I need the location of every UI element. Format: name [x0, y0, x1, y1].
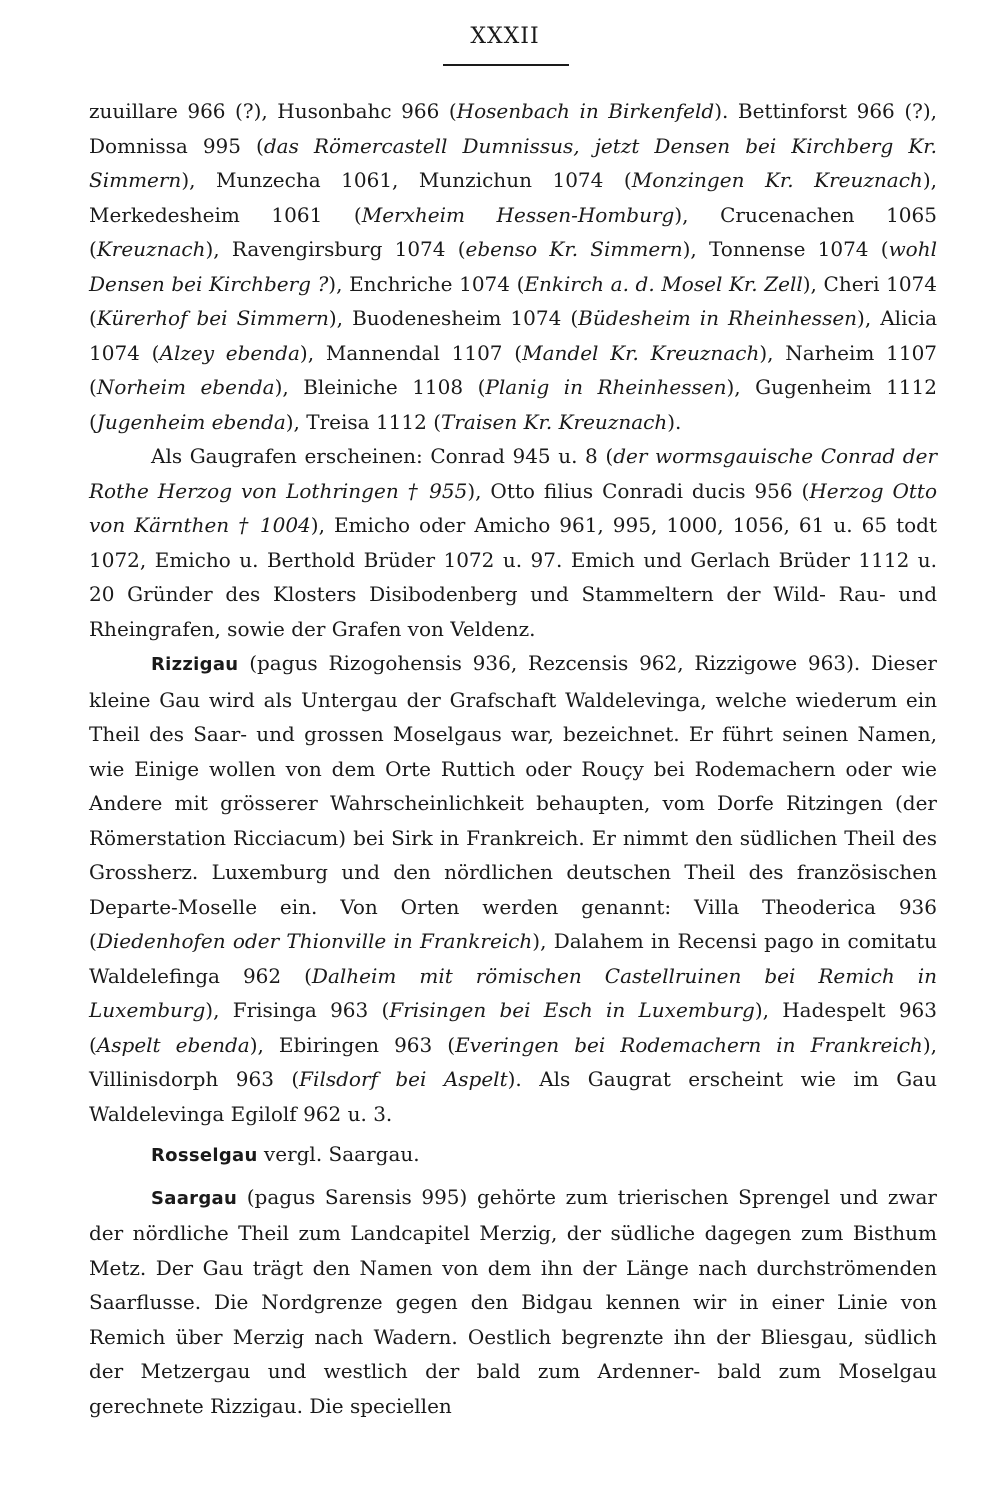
- text-run: ), Villinisdorph 963 (: [89, 1032, 937, 1091]
- gau-name: Rizzigau: [151, 654, 239, 675]
- text-run: ), Tonnense 1074 (: [682, 237, 889, 261]
- italic-gloss: Norheim ebenda: [96, 375, 275, 399]
- paragraph: [89, 1180, 937, 1424]
- text-run: ), Treisa 1112 (: [285, 409, 442, 434]
- paragraph: [89, 1137, 937, 1174]
- text-run: ), Emicho oder Amicho 961, 995, 1000, 1056, 61 u. 65 todt 1072, Emicho u. Berthold Brüder 1072 u. 97. Emich und Gerlach Brüder 1112 u. 20 Gründer des Klosters Disibodenberg und Stammeltern der Wild- Rau- und Rheingrafen, sowie der Grafen von Veldenz.: [89, 513, 937, 641]
- text-run: vergl. Saargau.: [257, 1142, 420, 1166]
- text-run: ), Ebiringen 963 (: [249, 1032, 456, 1057]
- text-run: ), Dalahem in Recensi pago in comitatu Waldelefinga 962 (: [89, 929, 937, 988]
- text-run: ), Merkedesheim 1061 (: [89, 168, 937, 227]
- text-run: ).: [667, 409, 682, 434]
- italic-gloss: Kürerhof bei Simmern: [96, 306, 329, 330]
- italic-gloss: Enkirch a. d. Mosel Kr. Zell: [524, 271, 803, 296]
- italic-gloss: Filsdorf bei Aspelt: [299, 1067, 508, 1091]
- text-run: ), Enchriche 1074 (: [328, 271, 525, 296]
- text-run: ). Bettinforst 966 (?), Domnissa 995 (: [89, 99, 937, 158]
- text-run: ). Als Gaugrat erscheint wie im Gau Waldelevinga Egilolf 962 u. 3.: [89, 1067, 937, 1126]
- italic-gloss: Traisen Kr. Kreuznach: [441, 409, 668, 434]
- italic-gloss: Planig in Rheinhessen: [485, 375, 727, 399]
- italic-gloss: Herzog Otto von Kärnthen † 1004: [89, 478, 937, 537]
- text-run: ), Buodenesheim 1074 (: [328, 306, 579, 330]
- header-rule: [443, 64, 569, 66]
- italic-gloss: wohl Densen bei Kirchberg ?: [89, 237, 937, 296]
- text-run: Als Gaugrafen erscheinen: Conrad 945 u. 8 (: [151, 444, 614, 468]
- italic-gloss: Merxheim Hessen-Homburg: [361, 202, 675, 227]
- text-run: ), Bleiniche 1108 (: [274, 375, 486, 399]
- italic-gloss: der wormsgauische Conrad der Rothe Herzog von Lothringen † 955: [89, 444, 937, 503]
- text-run: ), Crucenachen 1065 (: [89, 202, 937, 261]
- text-run: ), Ravengirsburg 1074 (: [205, 237, 466, 261]
- text-run: ), Mannendal 1107 (: [299, 340, 523, 365]
- text-run: ), Cheri 1074 (: [89, 271, 937, 330]
- italic-gloss: Hosenbach in Birkenfeld: [456, 99, 715, 123]
- italic-gloss: Kreuznach: [96, 237, 206, 261]
- text-run: ), Narheim 1107 (: [89, 340, 938, 399]
- italic-gloss: Mandel Kr. Kreuznach: [522, 340, 760, 365]
- text-run: (pagus Rizogohensis 936, Rezcensis 962, Rizzigowe 963). Dieser kleine Gau wird als Untergau der Grafschaft Waldelevinga, welche wiederum ein Theil des Saar- und grossen Moselgaus war, bezeichnet. Er führt seinen Namen, wie Einige wollen von dem Orte Ruttich oder Rouçy bei Rodemachern oder wie Andere mit grösserer Wahrscheinlichkeit behaupten, vom Dorfe Ritzingen (der Römerstation Ricciacum) bei Sirk in Frankreich. Er nimmt den südlichen Theil des Grossherz. Luxemburg und den nördlichen deutschen Theil des französischen Departe-Moselle ein. Von Orten werden genannt: Villa Theoderica 936 (: [89, 651, 937, 953]
- gau-name: Saargau: [151, 1187, 238, 1209]
- page-body: [89, 94, 937, 1423]
- text-run: (pagus Sarensis 995) gehörte zum trierischen Sprengel und zwar der nördliche Theil zum Landcapitel Merzig, der südliche dagegen zum Bisthum Metz. Der Gau trägt den Namen von dem ihn der Länge nach durchströmenden Saarflusse. Die Nordgrenze gegen den Bidgau kennen wir in einer Linie von Remich über Merzig nach Wadern. Oestlich begrenzte ihn der Bliesgau, südlich der Metzergau und westlich der bald zum Ardenner- bald zum Moselgau gerechnete Rizzigau. Die speciellen: [89, 1184, 937, 1418]
- italic-gloss: Frisingen bei Esch in Luxemburg: [389, 998, 755, 1022]
- text-run: ), Hadespelt 963 (: [89, 998, 938, 1057]
- text-run: zuuillare 966 (?), Husonbahc 966 (: [89, 99, 457, 123]
- paragraph: [89, 439, 937, 646]
- paragraph: [89, 646, 937, 1131]
- italic-gloss: Aspelt ebenda: [96, 1032, 250, 1057]
- italic-gloss: Büdesheim in Rheinhessen: [578, 306, 858, 330]
- italic-gloss: Monzingen Kr. Kreuznach: [631, 168, 923, 192]
- text-run: ), Munzecha 1061, Munzichun 1074 (: [181, 168, 632, 192]
- gau-name: Rosselgau: [151, 1145, 258, 1166]
- paragraph: [89, 94, 937, 439]
- italic-gloss: Diedenhofen oder Thionville in Frankreich: [96, 929, 533, 953]
- italic-gloss: ebenso Kr. Simmern: [465, 237, 683, 261]
- text-run: ), Gugenheim 1112 (: [89, 375, 937, 434]
- italic-gloss: Everingen bei Rodemachern in Frankreich: [455, 1032, 923, 1057]
- text-run: ), Otto filius Conradi ducis 956 (: [467, 478, 810, 503]
- text-run: ), Frisinga 963 (: [205, 998, 390, 1022]
- italic-gloss: Dalheim mit römischen Castellruinen bei Remich in Luxemburg: [89, 963, 937, 1022]
- text-run: ), Alicia 1074 (: [89, 306, 937, 365]
- page-number: XXXII: [470, 24, 540, 49]
- italic-gloss: das Römercastell Dumnissus, jetzt Densen bei Kirchberg Kr. Simmern: [89, 133, 937, 192]
- italic-gloss: Jugenheim ebenda: [96, 409, 286, 434]
- italic-gloss: Alzey ebenda: [159, 340, 300, 365]
